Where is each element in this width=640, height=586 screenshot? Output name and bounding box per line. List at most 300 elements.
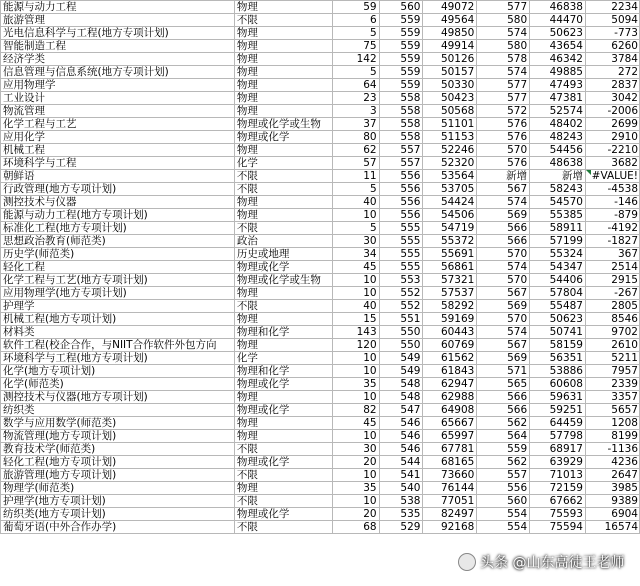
cell-prev-score[interactable]: 569 [477, 209, 530, 222]
cell-prev-score[interactable]: 576 [477, 118, 530, 131]
cell-rank-diff[interactable]: 16574 [585, 521, 639, 534]
cell-major[interactable]: 护理学 [1, 300, 235, 313]
cell-prev-score[interactable]: 578 [477, 53, 530, 66]
cell-subject-req[interactable]: 不限 [234, 222, 332, 235]
cell-prev-rank[interactable]: 新增 [530, 170, 586, 183]
cell-rank-diff[interactable]: 2339 [585, 378, 639, 391]
cell-rank-diff[interactable]: -1827 [585, 235, 639, 248]
cell-score[interactable]: 559 [379, 27, 423, 40]
cell-score[interactable]: 557 [379, 157, 423, 170]
cell-major[interactable]: 纺织类 [1, 404, 235, 417]
cell-prev-rank[interactable]: 58243 [530, 183, 586, 196]
cell-score[interactable]: 558 [379, 118, 423, 131]
cell-rank[interactable]: 51153 [423, 131, 477, 144]
cell-rank[interactable]: 54719 [423, 222, 477, 235]
cell-subject-req[interactable]: 物理 [234, 92, 332, 105]
cell-subject-req[interactable]: 政治 [234, 235, 332, 248]
cell-prev-rank[interactable]: 60608 [530, 378, 586, 391]
cell-subject-req[interactable]: 不限 [234, 521, 332, 534]
cell-major[interactable]: 测控技术与仪器(地方专项计划) [1, 391, 235, 404]
cell-major[interactable]: 护理学(地方专项计划) [1, 495, 235, 508]
cell-prev-score[interactable]: 554 [477, 521, 530, 534]
cell-rank[interactable]: 58292 [423, 300, 477, 313]
cell-prev-score[interactable]: 565 [477, 378, 530, 391]
cell-prev-score[interactable]: 570 [477, 248, 530, 261]
cell-plan-count[interactable]: 5 [332, 222, 379, 235]
cell-rank-diff[interactable]: 4236 [585, 456, 639, 469]
cell-rank[interactable]: 49850 [423, 27, 477, 40]
cell-plan-count[interactable]: 40 [332, 196, 379, 209]
cell-plan-count[interactable]: 59 [332, 1, 379, 14]
cell-plan-count[interactable]: 143 [332, 326, 379, 339]
cell-prev-score[interactable]: 新增 [477, 170, 530, 183]
cell-subject-req[interactable]: 不限 [234, 300, 332, 313]
cell-rank-diff[interactable]: 367 [585, 248, 639, 261]
cell-plan-count[interactable]: 10 [332, 352, 379, 365]
cell-rank-diff[interactable]: 2915 [585, 274, 639, 287]
cell-major[interactable]: 应用物理学(地方专项计划) [1, 287, 235, 300]
cell-prev-score[interactable]: 560 [477, 495, 530, 508]
cell-rank[interactable]: 61562 [423, 352, 477, 365]
cell-prev-score[interactable]: 574 [477, 261, 530, 274]
cell-rank-diff[interactable]: 8546 [585, 313, 639, 326]
cell-rank[interactable]: 60443 [423, 326, 477, 339]
cell-plan-count[interactable]: 10 [332, 391, 379, 404]
cell-rank[interactable]: 62988 [423, 391, 477, 404]
cell-plan-count[interactable]: 30 [332, 235, 379, 248]
cell-subject-req[interactable]: 物理或化学 [234, 261, 332, 274]
cell-rank[interactable]: 92168 [423, 521, 477, 534]
cell-rank[interactable]: 56861 [423, 261, 477, 274]
cell-plan-count[interactable]: 40 [332, 300, 379, 313]
cell-score[interactable]: 559 [379, 79, 423, 92]
cell-rank-diff[interactable]: 3682 [585, 157, 639, 170]
cell-plan-count[interactable]: 75 [332, 40, 379, 53]
cell-plan-count[interactable]: 10 [332, 287, 379, 300]
cell-score[interactable]: 535 [379, 508, 423, 521]
cell-score[interactable]: 552 [379, 300, 423, 313]
cell-subject-req[interactable]: 物理 [234, 287, 332, 300]
cell-major[interactable]: 历史学(师范类) [1, 248, 235, 261]
cell-score[interactable]: 552 [379, 287, 423, 300]
cell-prev-rank[interactable]: 47381 [530, 92, 586, 105]
cell-major[interactable]: 能源与动力工程 [1, 1, 235, 14]
cell-rank[interactable]: 49564 [423, 14, 477, 27]
cell-rank[interactable]: 53564 [423, 170, 477, 183]
cell-plan-count[interactable]: 64 [332, 79, 379, 92]
cell-major[interactable]: 数学与应用数学(师范类) [1, 417, 235, 430]
cell-plan-count[interactable]: 37 [332, 118, 379, 131]
cell-rank[interactable]: 65667 [423, 417, 477, 430]
cell-prev-rank[interactable]: 47493 [530, 79, 586, 92]
cell-prev-rank[interactable]: 52574 [530, 105, 586, 118]
cell-score[interactable]: 538 [379, 495, 423, 508]
cell-major[interactable]: 测控技术与仪器 [1, 196, 235, 209]
cell-prev-rank[interactable]: 50623 [530, 27, 586, 40]
cell-prev-rank[interactable]: 54347 [530, 261, 586, 274]
cell-prev-score[interactable]: 566 [477, 235, 530, 248]
cell-subject-req[interactable]: 物理 [234, 417, 332, 430]
cell-rank-diff[interactable]: 3784 [585, 53, 639, 66]
cell-score[interactable]: 559 [379, 66, 423, 79]
cell-prev-score[interactable]: 567 [477, 183, 530, 196]
cell-major[interactable]: 纺织类(地方专项计划) [1, 508, 235, 521]
cell-prev-score[interactable]: 562 [477, 456, 530, 469]
cell-subject-req[interactable]: 不限 [234, 14, 332, 27]
cell-plan-count[interactable]: 5 [332, 27, 379, 40]
cell-major[interactable]: 经济学类 [1, 53, 235, 66]
cell-prev-score[interactable]: 576 [477, 131, 530, 144]
cell-prev-rank[interactable]: 57199 [530, 235, 586, 248]
cell-prev-rank[interactable]: 43654 [530, 40, 586, 53]
cell-prev-rank[interactable]: 55385 [530, 209, 586, 222]
cell-plan-count[interactable]: 10 [332, 365, 379, 378]
cell-prev-score[interactable]: 574 [477, 196, 530, 209]
cell-rank-diff[interactable]: -879 [585, 209, 639, 222]
cell-rank[interactable]: 54506 [423, 209, 477, 222]
cell-prev-rank[interactable]: 58159 [530, 339, 586, 352]
cell-rank[interactable]: 76144 [423, 482, 477, 495]
cell-subject-req[interactable]: 物理 [234, 209, 332, 222]
cell-major[interactable]: 标准化工程(地方专项计划) [1, 222, 235, 235]
cell-rank[interactable]: 62947 [423, 378, 477, 391]
cell-score[interactable]: 557 [379, 144, 423, 157]
cell-prev-rank[interactable]: 59631 [530, 391, 586, 404]
cell-prev-score[interactable]: 571 [477, 365, 530, 378]
cell-major[interactable]: 应用化学 [1, 131, 235, 144]
cell-prev-rank[interactable]: 57804 [530, 287, 586, 300]
cell-prev-rank[interactable]: 48638 [530, 157, 586, 170]
cell-rank-diff[interactable]: 2647 [585, 469, 639, 482]
cell-rank[interactable]: 73660 [423, 469, 477, 482]
cell-major[interactable]: 物流管理 [1, 105, 235, 118]
cell-rank[interactable]: 50157 [423, 66, 477, 79]
cell-rank-diff[interactable]: -1136 [585, 443, 639, 456]
cell-prev-rank[interactable]: 53886 [530, 365, 586, 378]
cell-rank-diff[interactable]: 5657 [585, 404, 639, 417]
cell-score[interactable]: 540 [379, 482, 423, 495]
cell-rank[interactable]: 60769 [423, 339, 477, 352]
cell-score[interactable]: 546 [379, 417, 423, 430]
cell-rank-diff[interactable]: 6260 [585, 40, 639, 53]
cell-major[interactable]: 轻化工程(地方专项计划) [1, 456, 235, 469]
cell-major[interactable]: 旅游管理 [1, 14, 235, 27]
cell-score[interactable]: 556 [379, 170, 423, 183]
cell-score[interactable]: 558 [379, 131, 423, 144]
cell-prev-score[interactable]: 557 [477, 469, 530, 482]
cell-subject-req[interactable]: 物理 [234, 144, 332, 157]
cell-prev-rank[interactable]: 57798 [530, 430, 586, 443]
cell-score[interactable]: 549 [379, 365, 423, 378]
cell-prev-score[interactable]: 570 [477, 274, 530, 287]
cell-prev-score[interactable]: 577 [477, 79, 530, 92]
cell-rank[interactable]: 65997 [423, 430, 477, 443]
cell-prev-score[interactable]: 564 [477, 430, 530, 443]
cell-plan-count[interactable]: 82 [332, 404, 379, 417]
cell-prev-score[interactable]: 566 [477, 391, 530, 404]
cell-subject-req[interactable]: 物理 [234, 313, 332, 326]
cell-rank-diff[interactable]: 9702 [585, 326, 639, 339]
cell-prev-score[interactable]: 554 [477, 508, 530, 521]
cell-plan-count[interactable]: 30 [332, 443, 379, 456]
cell-rank[interactable]: 50126 [423, 53, 477, 66]
cell-rank[interactable]: 49072 [423, 1, 477, 14]
cell-rank[interactable]: 57537 [423, 287, 477, 300]
cell-major[interactable]: 化学工程与工艺(地方专项计划) [1, 274, 235, 287]
cell-plan-count[interactable]: 5 [332, 66, 379, 79]
cell-subject-req[interactable]: 物理 [234, 79, 332, 92]
cell-subject-req[interactable]: 物理 [234, 105, 332, 118]
cell-prev-score[interactable]: 577 [477, 1, 530, 14]
cell-subject-req[interactable]: 物理和化学 [234, 326, 332, 339]
cell-prev-rank[interactable]: 54406 [530, 274, 586, 287]
cell-major[interactable]: 工业设计 [1, 92, 235, 105]
cell-rank[interactable]: 77051 [423, 495, 477, 508]
cell-major[interactable]: 轻化工程 [1, 261, 235, 274]
cell-prev-rank[interactable]: 55487 [530, 300, 586, 313]
cell-rank-diff[interactable]: -267 [585, 287, 639, 300]
cell-prev-score[interactable]: 569 [477, 300, 530, 313]
cell-prev-score[interactable]: 566 [477, 404, 530, 417]
cell-rank-diff[interactable]: 3357 [585, 391, 639, 404]
cell-rank-diff[interactable]: 2837 [585, 79, 639, 92]
cell-rank[interactable]: 50423 [423, 92, 477, 105]
cell-major[interactable]: 环境科学与工程(地方专项计划) [1, 352, 235, 365]
cell-score[interactable]: 551 [379, 313, 423, 326]
cell-rank-diff[interactable]: 2610 [585, 339, 639, 352]
cell-rank[interactable]: 49914 [423, 40, 477, 53]
cell-prev-rank[interactable]: 67662 [530, 495, 586, 508]
cell-plan-count[interactable]: 35 [332, 378, 379, 391]
cell-prev-score[interactable]: 574 [477, 326, 530, 339]
cell-plan-count[interactable]: 5 [332, 183, 379, 196]
cell-rank-diff[interactable]: 7957 [585, 365, 639, 378]
cell-score[interactable]: 546 [379, 430, 423, 443]
cell-rank-diff[interactable]: 2805 [585, 300, 639, 313]
cell-prev-rank[interactable]: 64459 [530, 417, 586, 430]
cell-plan-count[interactable]: 10 [332, 209, 379, 222]
cell-prev-rank[interactable]: 50741 [530, 326, 586, 339]
cell-score[interactable]: 549 [379, 352, 423, 365]
cell-prev-score[interactable]: 562 [477, 417, 530, 430]
cell-rank[interactable]: 68165 [423, 456, 477, 469]
cell-subject-req[interactable]: 不限 [234, 469, 332, 482]
cell-plan-count[interactable]: 15 [332, 313, 379, 326]
cell-rank-diff[interactable]: 5094 [585, 14, 639, 27]
cell-rank[interactable]: 67781 [423, 443, 477, 456]
cell-subject-req[interactable]: 物理或化学 [234, 508, 332, 521]
cell-prev-score[interactable]: 570 [477, 144, 530, 157]
cell-major[interactable]: 智能制造工程 [1, 40, 235, 53]
cell-rank-diff[interactable]: -2210 [585, 144, 639, 157]
cell-plan-count[interactable]: 45 [332, 417, 379, 430]
cell-prev-score[interactable]: 566 [477, 222, 530, 235]
cell-major[interactable]: 化学工程与工艺 [1, 118, 235, 131]
cell-subject-req[interactable]: 物理或化学或生物 [234, 274, 332, 287]
cell-rank-diff[interactable]: 1208 [585, 417, 639, 430]
cell-prev-score[interactable]: 559 [477, 443, 530, 456]
cell-score[interactable]: 548 [379, 391, 423, 404]
cell-score[interactable]: 546 [379, 443, 423, 456]
cell-plan-count[interactable]: 62 [332, 144, 379, 157]
cell-rank[interactable]: 82497 [423, 508, 477, 521]
cell-major[interactable]: 旅游管理(地方专项计划) [1, 469, 235, 482]
cell-prev-rank[interactable]: 55324 [530, 248, 586, 261]
cell-score[interactable]: 547 [379, 404, 423, 417]
cell-major[interactable]: 物理学(师范类) [1, 482, 235, 495]
cell-prev-rank[interactable]: 44470 [530, 14, 586, 27]
cell-subject-req[interactable]: 物理或化学或生物 [234, 118, 332, 131]
cell-major[interactable]: 环境科学与工程 [1, 157, 235, 170]
cell-subject-req[interactable]: 不限 [234, 495, 332, 508]
cell-score[interactable]: 556 [379, 196, 423, 209]
cell-rank-diff[interactable]: 2910 [585, 131, 639, 144]
cell-plan-count[interactable]: 45 [332, 261, 379, 274]
cell-plan-count[interactable]: 35 [332, 482, 379, 495]
cell-plan-count[interactable]: 3 [332, 105, 379, 118]
cell-rank-diff[interactable]: 3985 [585, 482, 639, 495]
cell-score[interactable]: 555 [379, 248, 423, 261]
cell-score[interactable]: 559 [379, 53, 423, 66]
cell-major[interactable]: 教育技术学(师范类) [1, 443, 235, 456]
cell-plan-count[interactable]: 23 [332, 92, 379, 105]
cell-prev-score[interactable]: 570 [477, 313, 530, 326]
cell-major[interactable]: 软件工程(校企合作，与NIIT合作软件外包方向 [1, 339, 235, 352]
cell-rank-diff[interactable]: -4192 [585, 222, 639, 235]
cell-plan-count[interactable]: 142 [332, 53, 379, 66]
cell-major[interactable]: 机械工程(地方专项计划) [1, 313, 235, 326]
cell-subject-req[interactable]: 物理和化学 [234, 365, 332, 378]
cell-prev-score[interactable]: 567 [477, 287, 530, 300]
cell-subject-req[interactable]: 不限 [234, 170, 332, 183]
cell-prev-score[interactable]: 580 [477, 14, 530, 27]
cell-major[interactable]: 化学(师范类) [1, 378, 235, 391]
cell-prev-rank[interactable]: 48243 [530, 131, 586, 144]
cell-major[interactable]: 朝鲜语 [1, 170, 235, 183]
cell-subject-req[interactable]: 物理 [234, 482, 332, 495]
cell-subject-req[interactable]: 物理 [234, 1, 332, 14]
cell-rank-diff[interactable]: -773 [585, 27, 639, 40]
cell-major[interactable]: 光电信息科学与工程(地方专项计划) [1, 27, 235, 40]
cell-subject-req[interactable]: 物理或化学 [234, 378, 332, 391]
cell-plan-count[interactable]: 80 [332, 131, 379, 144]
cell-prev-score[interactable]: 580 [477, 40, 530, 53]
cell-rank[interactable]: 52246 [423, 144, 477, 157]
cell-rank[interactable]: 55691 [423, 248, 477, 261]
cell-subject-req[interactable]: 不限 [234, 443, 332, 456]
cell-rank-diff[interactable]: 6904 [585, 508, 639, 521]
cell-subject-req[interactable]: 物理 [234, 196, 332, 209]
cell-subject-req[interactable]: 物理或化学 [234, 456, 332, 469]
cell-score[interactable]: 555 [379, 261, 423, 274]
cell-plan-count[interactable]: 68 [332, 521, 379, 534]
cell-score[interactable]: 553 [379, 274, 423, 287]
cell-rank-diff[interactable]: 2699 [585, 118, 639, 131]
cell-rank-diff[interactable]: -4538 [585, 183, 639, 196]
cell-prev-rank[interactable]: 56351 [530, 352, 586, 365]
cell-rank[interactable]: 64908 [423, 404, 477, 417]
cell-prev-rank[interactable]: 59251 [530, 404, 586, 417]
cell-score[interactable]: 548 [379, 378, 423, 391]
cell-rank[interactable]: 50568 [423, 105, 477, 118]
cell-rank[interactable]: 50330 [423, 79, 477, 92]
cell-score[interactable]: 558 [379, 92, 423, 105]
cell-major[interactable]: 葡萄牙语(中外合作办学) [1, 521, 235, 534]
cell-rank[interactable]: 54424 [423, 196, 477, 209]
cell-score[interactable]: 558 [379, 105, 423, 118]
cell-plan-count[interactable]: 120 [332, 339, 379, 352]
cell-subject-req[interactable]: 物理 [234, 339, 332, 352]
cell-plan-count[interactable]: 10 [332, 469, 379, 482]
cell-subject-req[interactable]: 物理 [234, 391, 332, 404]
cell-rank[interactable]: 55372 [423, 235, 477, 248]
cell-rank[interactable]: 61843 [423, 365, 477, 378]
cell-subject-req[interactable]: 不限 [234, 183, 332, 196]
cell-score[interactable]: 544 [379, 456, 423, 469]
cell-prev-rank[interactable]: 72159 [530, 482, 586, 495]
cell-prev-rank[interactable]: 50623 [530, 313, 586, 326]
cell-score[interactable]: 555 [379, 222, 423, 235]
cell-score[interactable]: 556 [379, 183, 423, 196]
cell-major[interactable]: 物流管理(地方专项计划) [1, 430, 235, 443]
cell-prev-rank[interactable]: 58911 [530, 222, 586, 235]
cell-rank-diff[interactable]: -2006 [585, 105, 639, 118]
cell-major[interactable]: 应用物理学 [1, 79, 235, 92]
cell-major[interactable]: 材料类 [1, 326, 235, 339]
cell-rank-diff[interactable]: 272 [585, 66, 639, 79]
cell-score[interactable]: 555 [379, 235, 423, 248]
cell-plan-count[interactable]: 34 [332, 248, 379, 261]
cell-rank-diff[interactable]: 5211 [585, 352, 639, 365]
cell-subject-req[interactable]: 物理 [234, 40, 332, 53]
cell-prev-score[interactable]: 576 [477, 157, 530, 170]
cell-rank[interactable]: 52320 [423, 157, 477, 170]
cell-plan-count[interactable]: 20 [332, 456, 379, 469]
cell-score[interactable]: 550 [379, 326, 423, 339]
cell-score[interactable]: 541 [379, 469, 423, 482]
cell-subject-req[interactable]: 物理或化学 [234, 404, 332, 417]
cell-prev-rank[interactable]: 75594 [530, 521, 586, 534]
cell-plan-count[interactable]: 57 [332, 157, 379, 170]
cell-major[interactable]: 行政管理(地方专项计划) [1, 183, 235, 196]
cell-prev-rank[interactable]: 75593 [530, 508, 586, 521]
cell-rank-diff[interactable]: 2514 [585, 261, 639, 274]
cell-major[interactable]: 思想政治教育(师范类) [1, 235, 235, 248]
cell-prev-score[interactable]: 569 [477, 352, 530, 365]
cell-major[interactable]: 化学(地方专项计划) [1, 365, 235, 378]
cell-subject-req[interactable]: 物理 [234, 53, 332, 66]
cell-plan-count[interactable]: 10 [332, 430, 379, 443]
cell-subject-req[interactable]: 物理或化学 [234, 131, 332, 144]
cell-rank-diff[interactable]: -146 [585, 196, 639, 209]
cell-plan-count[interactable]: 11 [332, 170, 379, 183]
cell-plan-count[interactable]: 20 [332, 508, 379, 521]
cell-prev-score[interactable]: 577 [477, 92, 530, 105]
cell-rank-diff[interactable]: #VALUE! [585, 170, 639, 183]
cell-subject-req[interactable]: 物理 [234, 27, 332, 40]
cell-subject-req[interactable]: 化学 [234, 157, 332, 170]
cell-score[interactable]: 560 [379, 1, 423, 14]
cell-prev-rank[interactable]: 48402 [530, 118, 586, 131]
cell-prev-rank[interactable]: 46342 [530, 53, 586, 66]
cell-score[interactable]: 529 [379, 521, 423, 534]
cell-plan-count[interactable]: 10 [332, 274, 379, 287]
cell-prev-rank[interactable]: 46838 [530, 1, 586, 14]
cell-score[interactable]: 550 [379, 339, 423, 352]
cell-prev-rank[interactable]: 68917 [530, 443, 586, 456]
cell-rank-diff[interactable]: 9389 [585, 495, 639, 508]
cell-rank[interactable]: 51101 [423, 118, 477, 131]
